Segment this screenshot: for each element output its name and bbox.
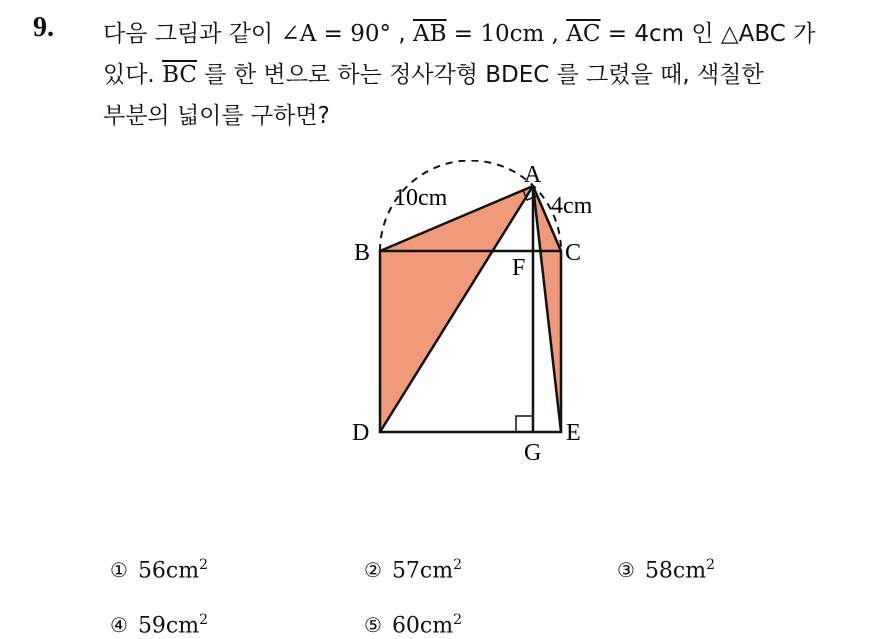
choice-1-exponent: 2 <box>199 557 209 573</box>
choice-4-mark: ④ <box>110 613 128 638</box>
label-d: D <box>352 420 370 446</box>
label-c: C <box>565 240 582 266</box>
choice-5-mark: ⑤ <box>364 613 382 638</box>
choice-4-value: 59cm <box>137 613 200 639</box>
choice-3[interactable] <box>617 557 715 583</box>
choice-5-exponent: 2 <box>453 612 463 628</box>
segment-bc: $\overline{BC}$ <box>162 62 197 88</box>
choice-3-exponent: 2 <box>706 557 716 573</box>
label-ab-length: 10cm <box>394 185 448 211</box>
right-angle-mark-g <box>516 416 533 432</box>
label-e: E <box>566 420 581 446</box>
label-ac-length: 4cm <box>551 193 593 219</box>
label-g: G <box>524 440 542 466</box>
label-a: A <box>524 162 542 188</box>
question-line-2 <box>103 55 873 96</box>
geometry-figure <box>340 160 620 470</box>
choice-1-mark: ① <box>110 558 128 583</box>
ab-length-text: = 10cm , <box>446 21 567 47</box>
question-line-3: 부분의 넓이를 구하면? <box>103 103 330 129</box>
angle-a-expression: ∠A = 90° <box>280 21 392 47</box>
choice-1[interactable] <box>110 557 208 583</box>
choice-2-exponent: 2 <box>453 557 463 573</box>
question-line-1-text: 다음 그림과 같이 <box>103 21 281 47</box>
ac-length-text: = 4cm 인 △ABC 가 <box>600 21 816 47</box>
label-b: B <box>354 240 371 266</box>
choice-3-value: 58cm <box>644 558 707 584</box>
choice-5[interactable] <box>364 612 462 638</box>
choice-2-value: 57cm <box>391 558 454 584</box>
choice-3-mark: ③ <box>617 558 635 583</box>
question-line-2-start: 있다. <box>103 62 163 88</box>
choice-2[interactable] <box>364 557 462 583</box>
question-line-1-sep: , <box>391 21 413 47</box>
choice-4[interactable] <box>110 612 208 638</box>
segment-ac: $\overline{AC}$ <box>566 21 601 47</box>
segment-ab: $\overline{AB}$ <box>412 21 447 47</box>
choice-2-mark: ② <box>364 558 382 583</box>
choice-5-value: 60cm <box>391 613 454 639</box>
question-number: 9. <box>33 12 54 43</box>
figure-svg <box>340 160 620 470</box>
choice-1-value: 56cm <box>137 558 200 584</box>
question-line-1 <box>103 14 873 55</box>
question-line-2-rest: 를 한 변으로 하는 정사각형 BDEC 를 그렸을 때, 색칠한 <box>197 62 764 88</box>
choice-4-exponent: 2 <box>199 612 209 628</box>
question-text <box>103 14 873 137</box>
label-f: F <box>512 255 526 281</box>
